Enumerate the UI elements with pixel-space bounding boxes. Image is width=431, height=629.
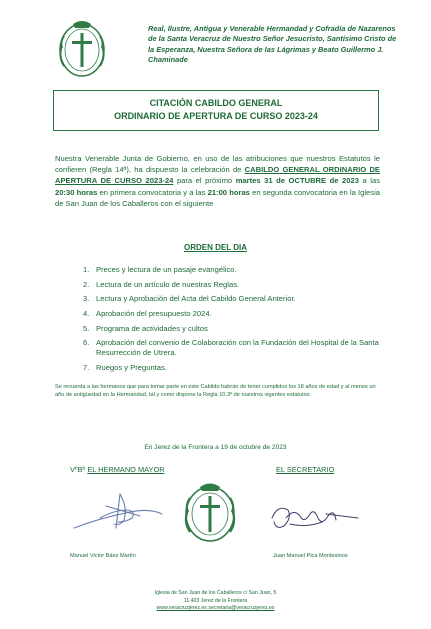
handwritten-signature-icon	[70, 488, 166, 534]
agenda-item-number: 7.	[83, 363, 90, 373]
agenda-item-text: Preces y lectura de un pasaje evangélico.	[96, 265, 237, 274]
eligibility-note: Se recuerda a las hermanos que para tomar parte en este Cabildo habrán de tener cumplidos los 18 años de edad y al menos un año de antigüedad en la Hermandad, tal y como dispone la Regla 10.3º de nuestros vigentes estatutos.	[55, 384, 376, 399]
agenda-item	[83, 324, 383, 334]
agenda-item-text: Ruegos y Preguntas.	[96, 363, 167, 373]
agenda-item	[83, 363, 383, 373]
agenda-item-number: 1.	[83, 265, 90, 274]
brotherhood-seal-icon	[180, 478, 240, 544]
footer-address: Iglesia de San Juan de los Caballeros c/ San Juan, 5	[154, 590, 277, 596]
body-text-4: en primera convocatoria y a las	[97, 187, 208, 197]
body-text-1: Nuestra Venerable Junta de Gobierno, en uso de las atribuciones que nuestros Estatutos le confieren (Regla 14ª), ha dispuesto la celebración de	[55, 154, 380, 175]
agenda-item-text: Lectura de un artículo de nuestras Reglas.	[96, 279, 240, 289]
agenda-item-number: 4.	[83, 309, 90, 319]
hermano-mayor-name: Manuel Victor Báez Martín	[70, 553, 136, 559]
signatory-right-title: EL SECRETARIO	[276, 465, 335, 474]
agenda-item-number: 2.	[83, 279, 90, 289]
agenda-item	[83, 338, 383, 358]
title-box	[53, 90, 379, 131]
agenda-item	[83, 280, 383, 290]
svg-text:✝: ✝	[79, 58, 85, 63]
agenda-item-text: Aprobación del convenio de Colaboración con la Fundación del Hospital de la Santa Resurrección de Utrera.	[96, 338, 379, 358]
agenda-item-text: Programa de actividades y cultos	[96, 323, 208, 333]
agenda-item-number: 3.	[83, 294, 90, 304]
secretario-name: Juan Manuel Pica Montesinos	[273, 553, 348, 559]
handwritten-signature-icon	[266, 496, 362, 536]
title-line-1: CITACIÓN CABILDO GENERAL	[149, 98, 283, 108]
body-text-2: para el próximo	[173, 176, 236, 186]
agenda-title: ORDEN DEL DIA	[184, 243, 247, 252]
body-text-5: en segunda convocatoria en la Iglesia de San Juan de los Caballeros con el siguiente	[55, 187, 380, 208]
brotherhood-seal-icon	[54, 16, 110, 80]
approval-prefix: VºBº	[70, 465, 86, 474]
place-date: En Jerez de la Frontera a 19 de octubre de 2023	[144, 444, 287, 451]
convocation-paragraph	[55, 153, 380, 209]
agenda-item-text: Aprobación del presupuesto 2024.	[96, 309, 212, 319]
agenda-item-number: 5.	[83, 323, 90, 333]
footer-city: 11.403 Jerez de la Frontera	[183, 597, 248, 604]
footer-contact-links[interactable]: www.veracruzjerez.es secretaria@veracruzjerez.es	[156, 605, 275, 612]
agenda-item	[83, 294, 383, 304]
hermano-mayor-title: EL HERMANO MAYOR	[87, 465, 165, 474]
agenda-list	[83, 265, 383, 378]
body-event-name: CABILDO GENERAL ORDINARIO DE APERTURA DE CURSO 2023-24	[55, 165, 380, 186]
body-time-2: 21:00 horas	[207, 187, 250, 197]
agenda-item	[83, 265, 383, 275]
agenda-item	[83, 309, 383, 319]
footer	[0, 590, 431, 613]
organization-name: Real, Ilustre, Antigua y Venerable Hermandad y Cofradía de Nazarenos de la Santa Veracruz de Nuestro Señor Jesucristo, Santísimo Cristo de la Esperanza, Nuestra Señora de las Lágrimas y Beato Guillermo J. Chaminade	[148, 24, 397, 65]
body-text-3: a las	[358, 176, 380, 186]
agenda-item-text: Lectura y Aprobación del Acta del Cabildo General Anterior.	[96, 294, 296, 304]
agenda-item-number: 6.	[83, 338, 90, 348]
body-time-1: 20:30 horas	[55, 187, 98, 197]
body-date: martes 31 de OCTUBRE de 2023	[235, 176, 359, 186]
title-line-2: ORDINARIO DE APERTURA DE CURSO 2023-24	[114, 111, 318, 121]
signatory-left-title	[70, 465, 165, 474]
